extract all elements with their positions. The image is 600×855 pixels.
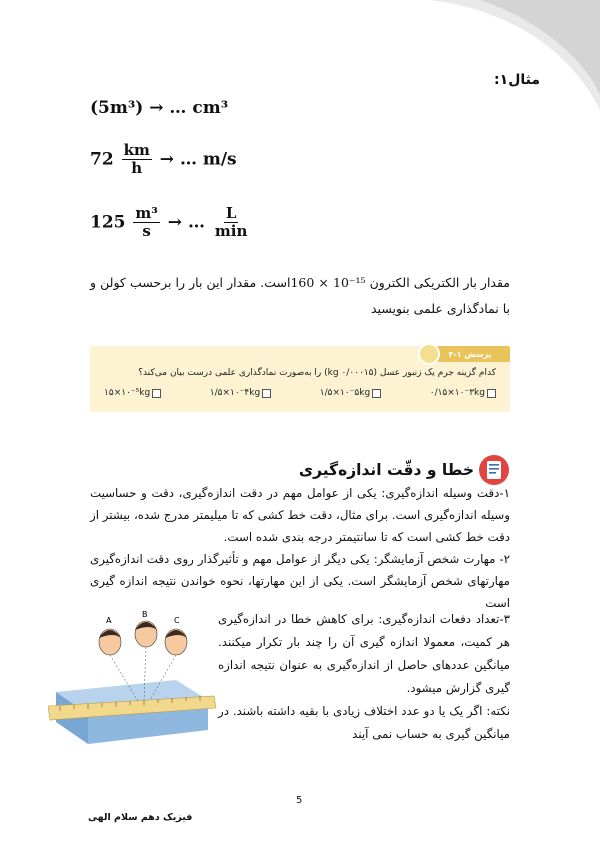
list-item: ۳-تعداد دفعات اندازه‌گیری: برای کاهش خطا در اندازه‌گیری هر کمیت، معمولا اندازه گیری آن را چند بار تکرار میکنند. میانگین عددهای حاصل از اندازه‌گیری به عنوان نتیجه اندازه گیری گزارش میشود. <box>218 612 510 695</box>
example-label: مثال۱: <box>494 72 540 88</box>
fraction <box>213 205 249 241</box>
checkbox-icon[interactable] <box>152 389 161 398</box>
option-1[interactable] <box>430 388 496 398</box>
footer-text: فیزیک دهم سلام الهی <box>88 812 193 823</box>
option-label: ۱/۵×۱۰⁻۵kg <box>319 388 371 398</box>
ruler-reading-illustration <box>48 610 218 750</box>
paragraph-text: است. مقدار این بار را برحسب کولن و با نمادگذاری علمی بنویسید <box>90 275 510 316</box>
checkbox-icon[interactable] <box>262 389 271 398</box>
question-options <box>104 388 496 398</box>
formula-tail: → … m/s <box>159 149 237 170</box>
head-icon <box>99 629 121 655</box>
fraction <box>122 142 152 178</box>
head-label-c: C <box>174 616 180 625</box>
page-number: 5 <box>296 795 303 806</box>
question-tag: پرسش ۱-۳ <box>430 346 510 362</box>
option-label: ۱/۵×۱۰⁻۴kg <box>209 388 261 398</box>
head-label-a: A <box>106 616 112 625</box>
formula-mid: → … <box>167 212 205 233</box>
fraction-numerator: km <box>123 141 150 159</box>
note: نکته: اگر یک یا دو عدد اختلاف زیادی با بقیه داشته باشند. در میانگین گیری به حساب نمی آیند <box>218 704 510 741</box>
fraction-denominator: s <box>142 222 151 241</box>
fraction-numerator: m³ <box>135 204 158 222</box>
option-2[interactable] <box>320 388 381 398</box>
paragraph-text: مقدار بار الکتریکی الکترون <box>365 275 510 290</box>
section-title: خطا و دقّت اندازه‌گیری <box>298 461 474 479</box>
formula-lead: 125 <box>90 212 126 233</box>
list-item: ۱-دقت وسیله اندازه‌گیری: یکی از عوامل مهم در دقت اندازه‌گیری، دقت و حساسیت وسیله اندازه‌گیری است. برای مثال، دقت خط کشی که تا میلیمتر مدرج شده، بیشتر از دقت خط کشی است که تا سانتیمتر درجه بندی شده است. <box>90 486 510 544</box>
question-box <box>90 346 510 412</box>
option-label: ۱۵×۱۰⁻⁵kg <box>104 388 151 398</box>
formula-lead: 72 <box>90 149 114 170</box>
formula-flow-conversion <box>90 205 251 241</box>
formula-speed-conversion <box>90 142 237 178</box>
list-item: ۲- مهارت شخص آزمایشگر: یکی دیگر از عوامل مهم و تأثیرگذار روی دقت اندازه‌گیری مهارتهای شخص آزمایشگر است. یکی از این مهارتها، نحوه خواندن نتیجه اندازه گیری است <box>90 552 510 610</box>
fraction-denominator: h <box>131 159 143 178</box>
option-3[interactable] <box>210 388 271 398</box>
precision-list <box>90 482 510 614</box>
fraction-denominator: min <box>214 222 248 241</box>
fraction-numerator: L <box>225 204 237 222</box>
question-text: کدام گزینه جرم یک زنبور عسل (۰/۰۰۰۱۵ kg) را به‌صورت نمادگذاری علمی درست بیان می‌کند؟ <box>138 368 496 378</box>
head-icon <box>135 621 157 647</box>
measurement-count-text <box>218 608 510 746</box>
option-label: ۰/۱۵×۱۰⁻۳kg <box>429 388 485 398</box>
checkbox-icon[interactable] <box>372 389 381 398</box>
charge-value: 160 × 10⁻¹⁵ <box>290 275 366 290</box>
checkbox-icon[interactable] <box>487 389 496 398</box>
electron-charge-paragraph <box>90 270 510 322</box>
fraction <box>133 205 159 241</box>
formula-volume-conversion: (5m³) → … cm³ <box>90 98 229 118</box>
option-4[interactable] <box>104 388 161 398</box>
head-icon <box>165 629 187 655</box>
head-label-b: B <box>142 610 148 619</box>
corner-decoration <box>370 0 600 150</box>
question-tag-dot <box>418 343 440 365</box>
